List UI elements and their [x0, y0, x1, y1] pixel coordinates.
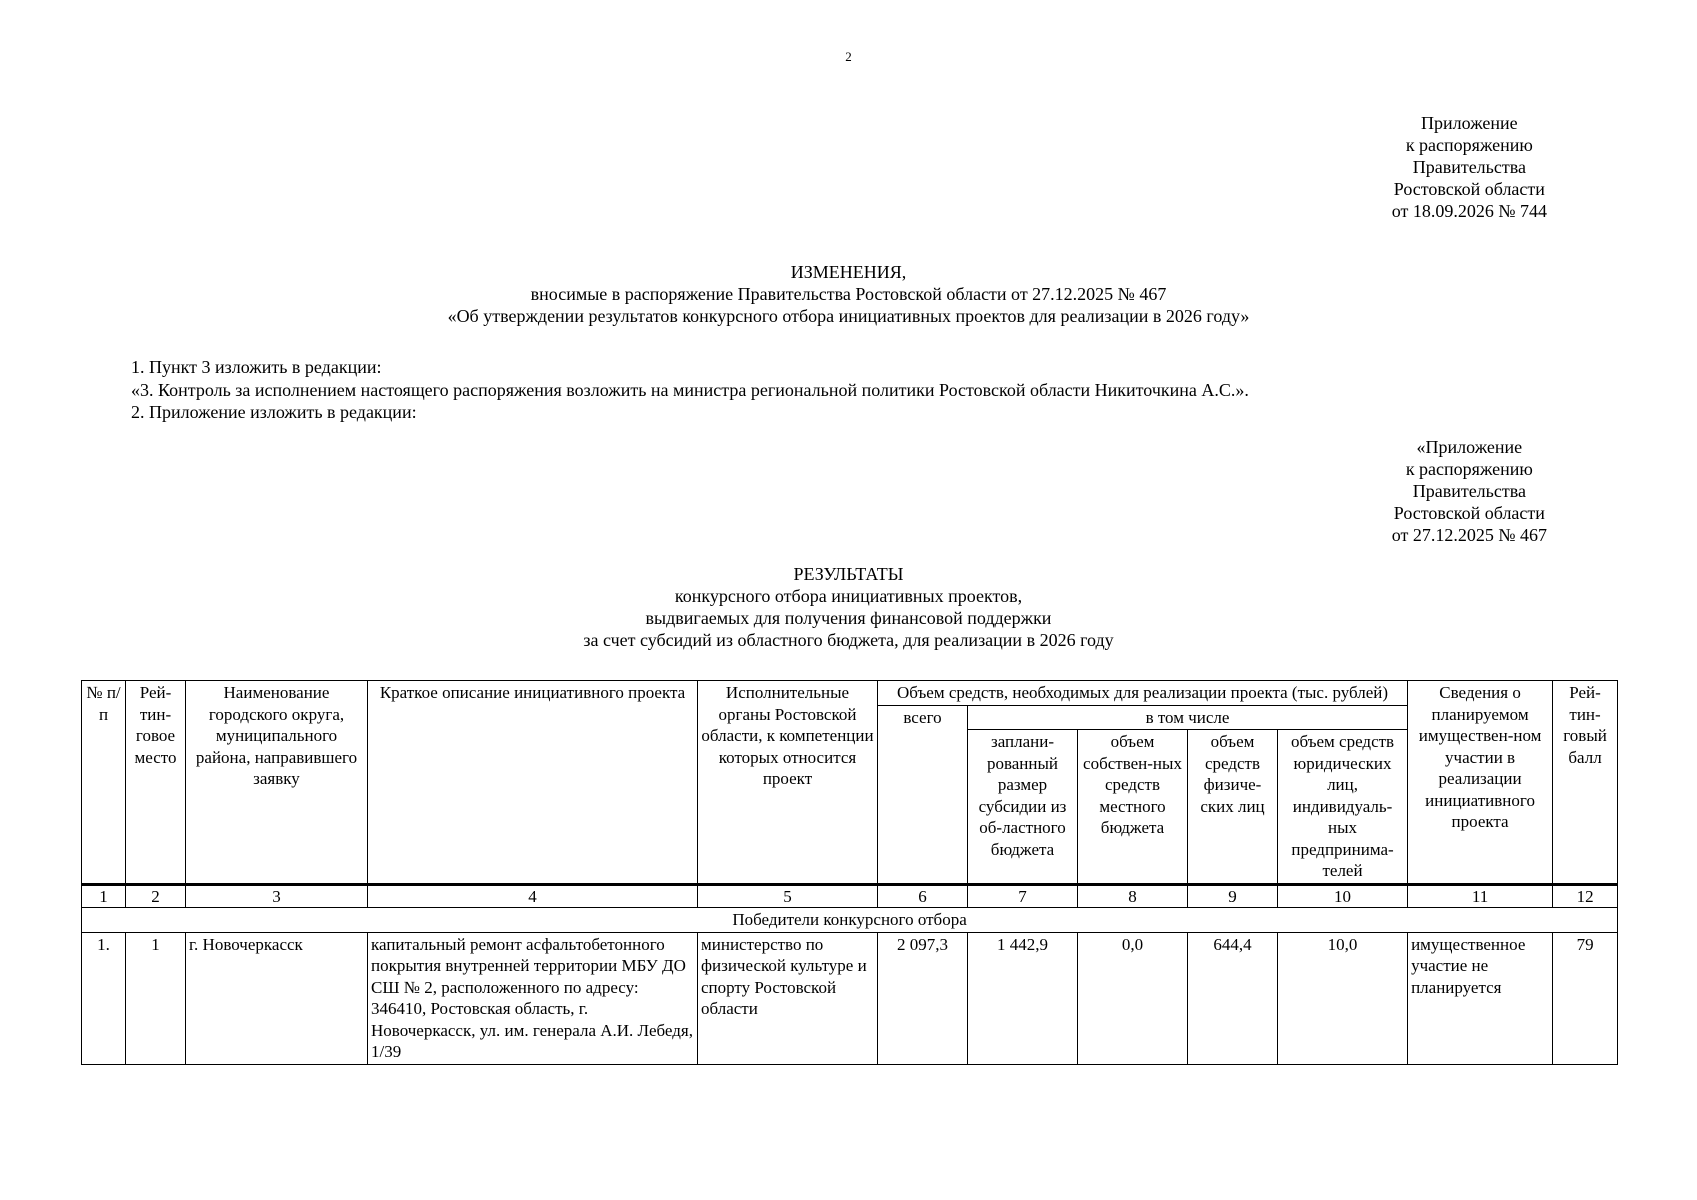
- appendix-line: Приложение: [1421, 113, 1518, 133]
- header-total: всего: [878, 705, 968, 884]
- page-number: 2: [845, 49, 852, 64]
- header-description: Краткое описание инициативного проекта: [368, 681, 698, 885]
- appendix-line: к распоряжению: [1405, 135, 1533, 155]
- changes-title: ИЗМЕНЕНИЯ,: [790, 262, 907, 282]
- header-volume: Объем средств, необходимых для реализации проекта (тыс. рублей): [878, 681, 1408, 706]
- results-subtitle: за счет субсидий из областного бюджета, для реализации в 2026 году: [583, 630, 1114, 650]
- header-organs: Исполнительные органы Ростовской области, к компетенции которых относится проект: [698, 681, 878, 885]
- changes-subtitle: «Об утверждении результатов конкурсного отбора инициативных проектов для реализации в 2026 году»: [447, 306, 1250, 326]
- table-row: [82, 932, 1618, 1064]
- cell-num: 1.: [82, 932, 126, 1064]
- results-table: [81, 680, 1618, 1065]
- cell-organ: министерство по физической культуре и спорту Ростовской области: [698, 932, 878, 1064]
- column-number: 3: [186, 884, 368, 908]
- point-2: 2. Приложение изложить в редакции:: [131, 402, 417, 422]
- appendix-line: к распоряжению: [1405, 459, 1533, 479]
- column-number: 2: [126, 884, 186, 908]
- change-points: [131, 356, 1249, 424]
- changes-heading: [0, 261, 1697, 327]
- header-score: Рей-тин-говый балл: [1553, 681, 1618, 885]
- section-label: Победители конкурсного отбора: [82, 908, 1618, 933]
- column-number-row: [82, 884, 1618, 908]
- column-number: 7: [968, 884, 1078, 908]
- appendix-header-top: [1392, 112, 1547, 222]
- header-property: Сведения о планируемом имуществен-ном участии в реализации инициативного проекта: [1408, 681, 1553, 885]
- header-subsidy: заплани-рованный размер субсидии из об-ластного бюджета: [968, 730, 1078, 885]
- appendix-line: от 18.09.2026 № 744: [1391, 201, 1547, 221]
- cell-rank: 1: [126, 932, 186, 1064]
- header-phys: объем средств физиче-ских лиц: [1188, 730, 1278, 885]
- results-subtitle: выдвигаемых для получения финансовой поддержки: [645, 608, 1052, 628]
- cell-local: 0,0: [1078, 932, 1188, 1064]
- header-num: № п/п: [82, 681, 126, 885]
- column-number: 12: [1553, 884, 1618, 908]
- cell-description: капитальный ремонт асфальтобетонного покрытия внутренней территории МБУ ДО СШ № 2, расположенного по адресу: 346410, Ростовская область, г. Новочеркасск, ул. им. генерала А.И. Лебедя, 1/39: [368, 932, 698, 1064]
- header-municipality: Наименование городского округа, муниципального района, направившего заявку: [186, 681, 368, 885]
- point-1-text: «3. Контроль за исполнением настоящего распоряжения возложить на министра региональной политики Ростовской области Никиточкина А.С.».: [131, 379, 1249, 400]
- header-local: объем собствен-ных средств местного бюджета: [1078, 730, 1188, 885]
- section-row: [82, 908, 1618, 933]
- appendix-line: от 27.12.2025 № 467: [1391, 525, 1547, 545]
- results-subtitle: конкурсного отбора инициативных проектов,: [674, 586, 1023, 606]
- header-legal: объем средств юридических лиц, индивидуаль-ных предпринима-телей: [1278, 730, 1408, 885]
- column-number: 11: [1408, 884, 1553, 908]
- appendix-line: Ростовской области: [1393, 179, 1545, 199]
- results-title: РЕЗУЛЬТАТЫ: [793, 564, 904, 584]
- column-number: 9: [1188, 884, 1278, 908]
- header-rank: Рей-тин-говое место: [126, 681, 186, 885]
- table-header-row: [82, 681, 1618, 706]
- cell-municipality: г. Новочеркасск: [186, 932, 368, 1064]
- appendix-line: Правительства: [1412, 157, 1526, 177]
- cell-legal: 10,0: [1278, 932, 1408, 1064]
- results-heading: [0, 563, 1697, 651]
- column-number: 4: [368, 884, 698, 908]
- header-including: в том числе: [968, 705, 1408, 730]
- appendix-line: Правительства: [1412, 481, 1526, 501]
- appendix-line: Ростовской области: [1393, 503, 1545, 523]
- cell-property: имущественное участие не планируется: [1408, 932, 1553, 1064]
- column-number: 8: [1078, 884, 1188, 908]
- cell-score: 79: [1553, 932, 1618, 1064]
- appendix-header-inner: [1392, 436, 1547, 546]
- column-number: 5: [698, 884, 878, 908]
- column-number: 6: [878, 884, 968, 908]
- point-1: 1. Пункт 3 изложить в редакции:: [131, 357, 382, 377]
- cell-phys: 644,4: [1188, 932, 1278, 1064]
- cell-total: 2 097,3: [878, 932, 968, 1064]
- appendix-line: «Приложение: [1416, 437, 1523, 457]
- changes-subtitle: вносимые в распоряжение Правительства Ростовской области от 27.12.2025 № 467: [530, 284, 1167, 304]
- cell-subsidy: 1 442,9: [968, 932, 1078, 1064]
- column-number: 1: [82, 884, 126, 908]
- column-number: 10: [1278, 884, 1408, 908]
